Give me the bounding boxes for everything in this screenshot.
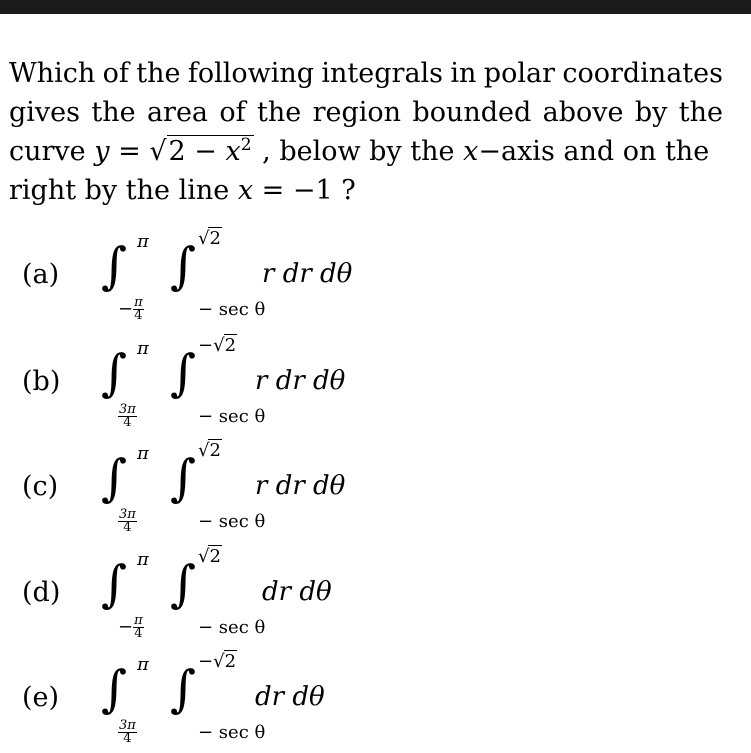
outer-lower-limit [118,720,137,745]
math-equals: = [118,136,141,167]
inner-upper-limit [198,334,237,356]
radicand: 2 [209,440,221,461]
question-text [9,54,723,210]
numerator: 3π [119,507,136,522]
inner-lower-limit: − sec θ [198,406,266,427]
radicand: 2 [209,546,221,567]
outer-integral-sign: ∫ [101,344,128,402]
inner-integral-sign: ∫ [170,344,197,402]
sqrt-sign: √ [198,440,210,461]
option-label: (e) [22,682,60,713]
outer-lower-limit [118,615,144,640]
radicand [167,135,254,167]
word: bounded [412,97,532,128]
option-label: (b) [22,366,61,397]
outer-upper-limit: π [137,654,149,675]
option-row[interactable] [0,543,751,648]
option-label: (c) [22,471,59,502]
exponent: 2 [240,135,252,155]
word: Which [9,58,96,89]
word: coordinates [562,58,723,89]
outer-upper-limit: π [137,443,149,464]
sqrt-sign: √ [198,228,210,249]
fraction [133,615,144,640]
sign: − [198,651,214,672]
integrand: dr dθ [255,682,325,712]
integrand: r dr dθ [255,366,346,396]
word: the [136,58,181,89]
word: curve [9,136,86,167]
inner-integral-sign: ∫ [170,449,197,507]
sqrt-sign: √ [198,546,210,567]
radicand-const: 2 − [168,136,226,167]
outer-upper-limit: π [137,338,149,359]
inner-upper-limit [198,227,222,249]
word: of [102,58,129,89]
denominator: 4 [134,626,143,641]
outer-integral-sign: ∫ [101,449,128,507]
question-line-3 [9,132,723,171]
outer-upper-limit: π [137,549,149,570]
inner-integral-sign: ∫ [170,237,197,295]
text: −axis and on the [478,136,710,167]
math-var-x: x [225,136,241,167]
option-row[interactable] [0,437,751,542]
option-label: (a) [22,259,60,290]
option-label: (d) [22,577,61,608]
word: the [257,97,302,128]
sign: − [198,335,214,356]
math-var-x: x [463,136,479,167]
integrand: r dr dθ [255,471,346,501]
math-var-x: x [237,175,254,206]
outer-lower-limit [118,509,137,534]
top-bar [0,0,751,14]
sqrt-sign: √ [149,136,167,167]
radicand: 2 [224,335,237,356]
numerator: π [134,295,143,310]
sign: − [118,298,134,320]
word: integrals [321,58,444,89]
integrand: r dr dθ [262,259,353,289]
word: gives [9,97,81,128]
option-row[interactable] [0,225,751,330]
math-var-y: y [94,136,110,167]
radicand: 2 [209,228,221,249]
word: polar [483,58,555,89]
fraction [118,509,137,534]
option-row[interactable] [0,332,751,437]
outer-lower-limit [118,297,144,322]
denominator: 4 [123,415,132,430]
inner-lower-limit: − sec θ [198,299,266,320]
question-line-1 [9,54,723,93]
text: right by the line [9,175,230,206]
inner-lower-limit: − sec θ [198,617,266,638]
outer-upper-limit: π [137,231,149,252]
option-row[interactable] [0,648,751,753]
inner-lower-limit: − sec θ [198,722,266,743]
sqrt-sign: √ [213,335,225,356]
word: the [678,97,723,128]
inner-upper-limit [198,545,222,567]
word: area [146,97,209,128]
inner-integral-sign: ∫ [170,555,197,613]
text: = −1 ? [253,175,356,206]
sqrt-sign: √ [213,651,225,672]
text: , below by the [262,136,455,167]
outer-integral-sign: ∫ [101,555,128,613]
word: of [219,97,246,128]
denominator: 4 [123,731,132,746]
word: following [187,58,315,89]
question-line-2 [9,93,723,132]
outer-integral-sign: ∫ [101,237,128,295]
sqrt-expression [149,132,253,171]
denominator: 4 [123,520,132,535]
inner-lower-limit: − sec θ [198,511,266,532]
inner-upper-limit [198,650,237,672]
outer-integral-sign: ∫ [101,660,128,718]
word: the [91,97,136,128]
inner-integral-sign: ∫ [170,660,197,718]
numerator: 3π [119,718,136,733]
word: in [450,58,477,89]
word: by [634,97,668,128]
inner-upper-limit [198,439,222,461]
radicand: 2 [224,651,237,672]
fraction [118,404,137,429]
fraction [133,297,144,322]
fraction [118,720,137,745]
sign: − [118,616,134,638]
numerator: π [134,613,143,628]
question-line-4 [9,171,723,210]
word: region [312,97,402,128]
denominator: 4 [134,308,143,323]
word: above [542,97,624,128]
numerator: 3π [119,402,136,417]
integrand: dr dθ [262,577,332,607]
outer-lower-limit [118,404,137,429]
